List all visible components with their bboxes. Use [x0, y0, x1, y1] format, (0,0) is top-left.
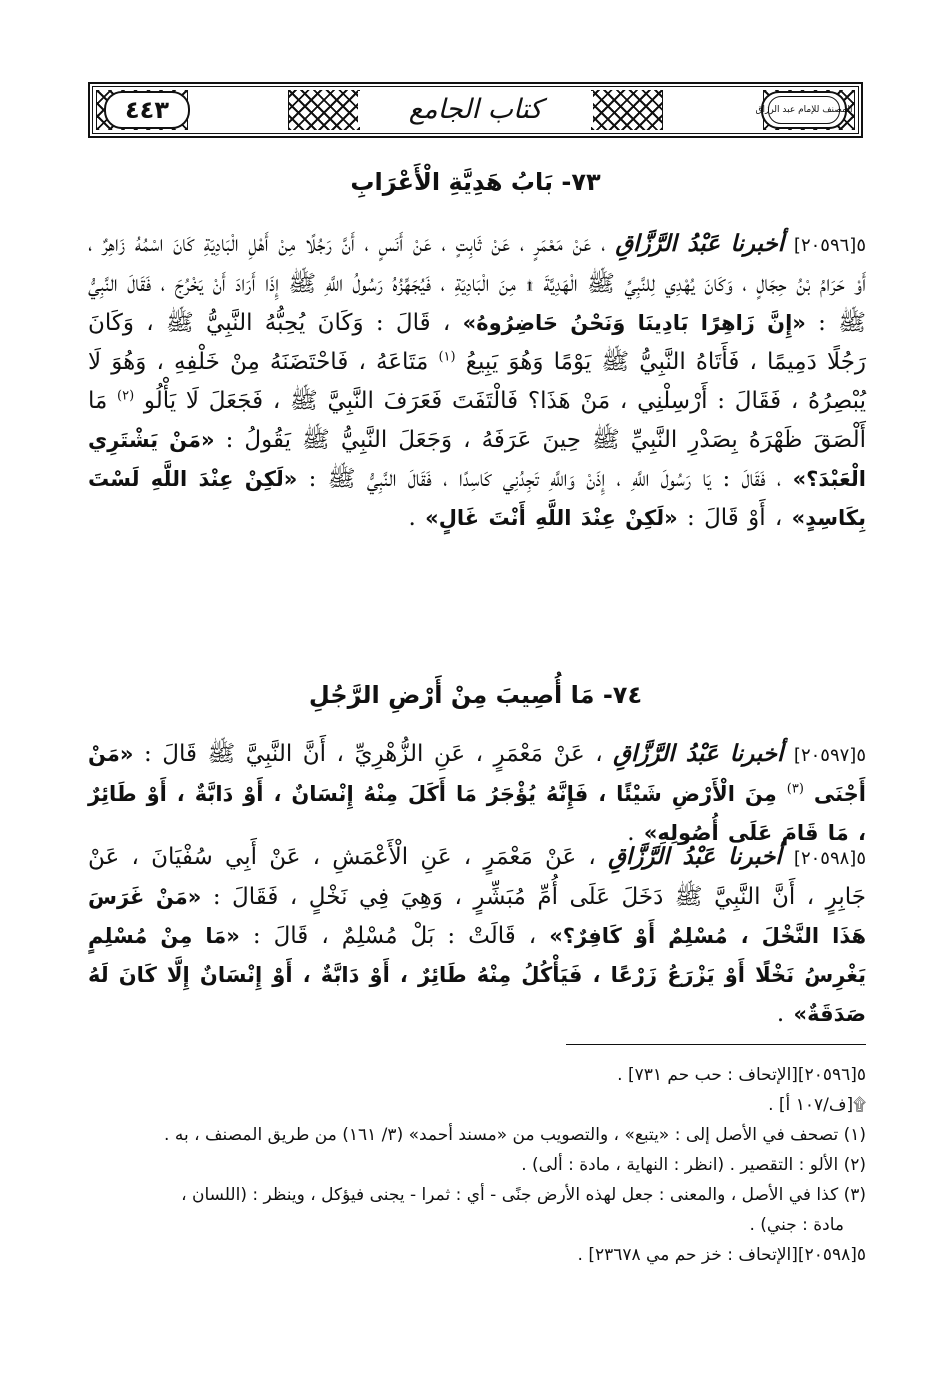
hadith-quote: «لَكِنْ عِنْدَ اللَّهِ أَنْتَ غَالٍ»	[425, 506, 678, 530]
hadith-text: ، أَوْ قَالَ :	[687, 505, 783, 531]
hadith-text: ، قَالَتْ : بَلْ مُسْلِمٌ ، قَالَ :	[252, 923, 537, 949]
hadith-marker: ٥[٢٠٥٩٦]	[793, 235, 866, 256]
hadith-quote: مِنَ الْأَرْضِ شَيْئًا ، فَإِنَّهُ يُؤْجَرُ مَا أَكَلَ مِنْهُ إِنْسَانٌ ، أَوْ دَابَّةٌ ، أَوْ طَائِرٌ ، مَا قَامَ عَلَى أُصُولِهِ»	[88, 782, 866, 845]
hadith-marker: ٥[٢٠٥٩٧]	[793, 745, 866, 766]
hadith-text: مَتَاعَهُ ، فَاحْتَضَنَهُ مِنْ خَلْفِهِ ، وَهُوَ لَا يُبْصِرُهُ ، فَقَالَ : أَرْسِلْنِي ، مَنْ هَذَا؟ فَالْتَفَتَ فَعَرَفَ النَّبِيَّ ﷺ ، فَجَعَلَ لَا يَأْلُو	[88, 349, 866, 414]
header-pattern-mid-left	[288, 90, 360, 130]
publisher-logo-icon: المصنف للإمام عبد الرزاق	[768, 96, 840, 124]
book-title-box	[358, 91, 593, 127]
footnote-folio: ۩[ف/١٠٧ أ] .	[768, 1095, 866, 1115]
page-number-cartouche	[104, 91, 190, 129]
hadith-quote: «مَا مِنْ مُسْلِمٍ يَغْرِسُ نَخْلًا أَوْ يَزْرَعُ زَرْعًا ، فَيَأْكُلُ مِنْهُ طَائِرٌ ، أَوْ دَابَّةٌ ، أَوْ إِنْسَانٌ إِلَّا كَانَ لَهُ صَدَقَةٌ»	[88, 924, 866, 1026]
hadith-quote: «مَنْ يَشْتَرِي الْعَبْدَ؟»	[88, 428, 866, 491]
hadith-narrator: أخبرنا عَبْدُ الرَّزَّاقِ	[613, 740, 784, 767]
hadith-end: .	[776, 1001, 785, 1027]
footnote-ref-2[interactable]: (٢)	[117, 388, 135, 404]
hadith-text: ، قَالَ : وَكَانَ يُحِبُّهُ النَّبِيُّ ﷺ ، وَكَانَ رَجُلًا دَمِيمًا ، فَأَتَاهُ النَّبِيُّ ﷺ يَوْمًا وَهُوَ يَبِيعُ	[88, 310, 867, 375]
hadith-20596	[88, 224, 866, 538]
footnote-2: (٢) الألو : التقصير . (انظر : النهاية ، مادة : ألى) .	[521, 1155, 866, 1175]
header-pattern-mid-right	[591, 90, 663, 130]
chapter-title-74: ٧٤- مَا أُصِيبَ مِنْ أَرْضِ الرَّجُلِ	[308, 681, 643, 709]
hadith-chain: ، عَنْ مَعْمَرٍ ، عَنْ ثَابِتٍ ، عَنْ أَنَسٍ ، أَنَّ رَجُلًا مِنْ أَهْلِ الْبَادِيَةِ كَانَ اسْمُهُ زَاهِرٌ ، أَوْ حَرَامُ بْنُ حِجَالٍ ، وَكَانَ يُهْدِي لِلنَّبِيِّ ﷺ الْهَدِيَّةَ ۩ مِنَ الْبَادِيَةِ ، فَيُجَهِّزُهُ رَسُولُ اللَّهِ ﷺ إِذَا أَرَادَ أَنْ يَخْرُجَ ، فَقَالَ النَّبِيُّ ﷺ :	[88, 231, 866, 336]
hadith-chain: ، عَنْ مَعْمَرٍ ، عَنِ الزُّهْرِيِّ ، أَنَّ النَّبِيَّ ﷺ قَالَ :	[143, 741, 603, 767]
hadith-quote: «لَكِنْ عِنْدَ اللَّهِ لَسْتَ بِكَاسِدٍ»	[88, 467, 866, 530]
footnote-takhrij-20598: ٥[٢٠٥٩٨][الإتحاف : خز حم مي ٢٣٦٧٨] .	[577, 1245, 866, 1265]
footnote-separator	[566, 1044, 866, 1045]
hadith-narrator: أخبرنا عَبْدُ الرَّزَّاقِ	[608, 843, 782, 870]
footnote-1: (١) تصحف في الأصل إلى : «يتبع» ، والتصويب من «مسند أحمد» (٣/ ١٦١) من طريق المصنف ، به .	[164, 1125, 866, 1145]
hadith-marker: ٥[٢٠٥٩٨]	[793, 848, 866, 869]
page-header	[88, 82, 863, 138]
footnote-takhrij-20596: ٥[٢٠٥٩٦][الإتحاف : حب حم ٧٣١] .	[617, 1065, 866, 1085]
hadith-text: ، فَقَالَ : يَا رَسُولَ اللَّهِ ، إِذَنْ وَاللَّهِ تَجِدُنِي كَاسِدًا ، فَقَالَ النَّبِيُّ ﷺ :	[308, 466, 782, 492]
hadith-20597	[88, 734, 866, 853]
hadith-20598	[88, 837, 866, 1034]
page-number: ٤٤٣	[125, 96, 169, 124]
hadith-narrator: أخبرنا عَبْدُ الرَّزَّاقِ	[615, 230, 785, 257]
hadith-end: .	[627, 820, 635, 846]
publisher-logo-cartouche	[755, 91, 853, 129]
footnote-3-continued: مادة : جني) .	[749, 1215, 844, 1235]
hadith-quote: «إِنَّ زَاهِرًا بَادِينَا وَنَحْنُ حَاضِرُوهُ»	[462, 311, 806, 335]
chapter-title-73: ٧٣- بَابُ هَدِيَّةِ الْأَعْرَابِ	[350, 168, 601, 196]
hadith-quote: «مَنْ غَرَسَ هَذَا النَّخْلَ ، مُسْلِمٌ أَوْ كَافِرٌ؟»	[88, 885, 867, 948]
hadith-end: .	[408, 505, 416, 531]
footnotes	[88, 1060, 866, 1270]
hadith-text: مَا أَلْصَقَ ظَهْرَهُ بِصَدْرِ النَّبِيِّ ﷺ حِينَ عَرَفَهُ ، وَجَعَلَ النَّبِيُّ ﷺ يَقُولُ :	[88, 388, 866, 453]
footnote-ref-3[interactable]: (٣)	[786, 781, 804, 797]
footnote-ref-1[interactable]: (١)	[438, 349, 456, 365]
hadith-quote: «مَنْ أَجْنَى	[88, 742, 866, 806]
book-title: كتاب الجامع	[408, 93, 543, 125]
footnote-3: (٣) كذا في الأصل ، والمعنى : جعل لهذه الأرض جنًى - أي : ثمرا - يجنى فيؤكل ، وينظر : (اللسان ،	[181, 1185, 866, 1205]
hadith-chain: ، عَنْ مَعْمَرٍ ، عَنِ الْأَعْمَشِ ، عَنْ أَبِي سُفْيَانَ ، عَنْ جَابِرٍ ، أَنَّ النَّبِيَّ ﷺ دَخَلَ عَلَى أُمِّ مُبَشِّرٍ ، وَهِيَ فِي نَخْلٍ ، فَقَالَ :	[88, 844, 866, 910]
